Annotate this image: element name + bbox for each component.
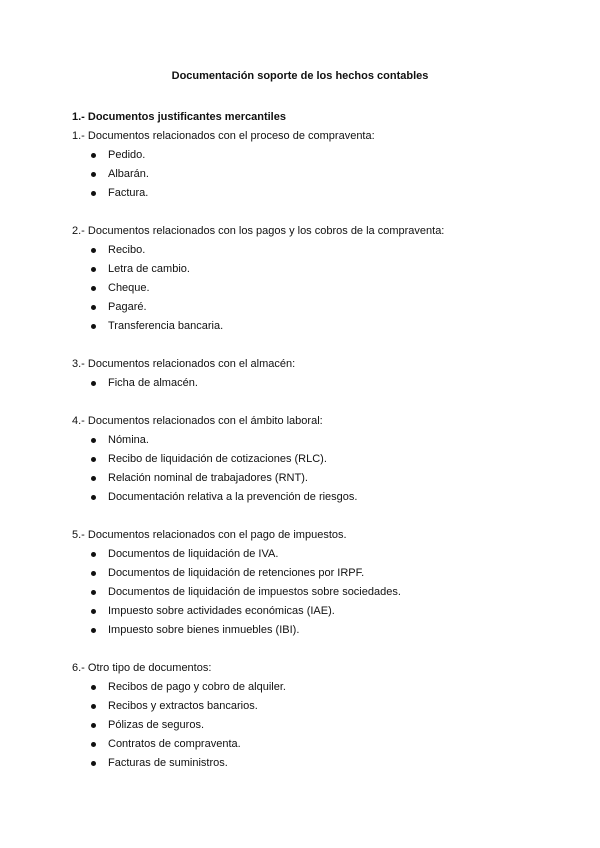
bullet-list (72, 146, 542, 203)
list-item: Recibos de pago y cobro de alquiler. (72, 678, 542, 697)
group-pagos-cobros (72, 222, 542, 336)
group-intro: 3.- Documentos relacionados con el almacén: (72, 358, 296, 370)
list-item: Relación nominal de trabajadores (RNT). (72, 469, 542, 488)
list-item: Pólizas de seguros. (72, 716, 542, 735)
list-item: Recibo. (72, 241, 542, 260)
bullet-list (72, 431, 542, 507)
list-item: Cheque. (72, 279, 542, 298)
list-item: Documentos de liquidación de impuestos sobre sociedades. (72, 583, 542, 602)
bullet-list (72, 545, 542, 640)
document-body (72, 108, 542, 792)
list-item: Documentos de liquidación de retenciones por IRPF. (72, 564, 542, 583)
document-title: Documentación soporte de los hechos contables (171, 70, 429, 82)
list-item: Nómina. (72, 431, 542, 450)
group-intro: 5.- Documentos relacionados con el pago de impuestos. (72, 529, 347, 541)
bullet-list (72, 678, 542, 773)
list-item: Documentos de liquidación de IVA. (72, 545, 542, 564)
list-item: Ficha de almacén. (72, 374, 542, 393)
list-item: Documentación relativa a la prevención de riesgos. (72, 488, 542, 507)
list-item: Recibos y extractos bancarios. (72, 697, 542, 716)
group-impuestos (72, 526, 542, 640)
list-item: Factura. (72, 184, 542, 203)
section-heading: 1.- Documentos justificantes mercantiles (72, 111, 286, 123)
bullet-list (72, 241, 542, 336)
group-intro: 4.- Documentos relacionados con el ámbito laboral: (72, 415, 323, 427)
group-intro: 1.- Documentos relacionados con el proceso de compraventa: (72, 130, 375, 142)
group-otros (72, 659, 542, 773)
list-item: Letra de cambio. (72, 260, 542, 279)
bullet-list (72, 374, 542, 393)
list-item: Pagaré. (72, 298, 542, 317)
list-item: Impuesto sobre bienes inmuebles (IBI). (72, 621, 542, 640)
group-intro: 6.- Otro tipo de documentos: (72, 662, 212, 674)
list-item: Albarán. (72, 165, 542, 184)
group-intro: 2.- Documentos relacionados con los pagos y los cobros de la compraventa: (72, 225, 445, 237)
list-item: Contratos de compraventa. (72, 735, 542, 754)
list-item: Facturas de suministros. (72, 754, 542, 773)
list-item: Recibo de liquidación de cotizaciones (RLC). (72, 450, 542, 469)
list-item: Transferencia bancaria. (72, 317, 542, 336)
group-almacen (72, 355, 542, 393)
group-laboral (72, 412, 542, 507)
group-compraventa (72, 127, 542, 203)
list-item: Pedido. (72, 146, 542, 165)
list-item: Impuesto sobre actividades económicas (IAE). (72, 602, 542, 621)
